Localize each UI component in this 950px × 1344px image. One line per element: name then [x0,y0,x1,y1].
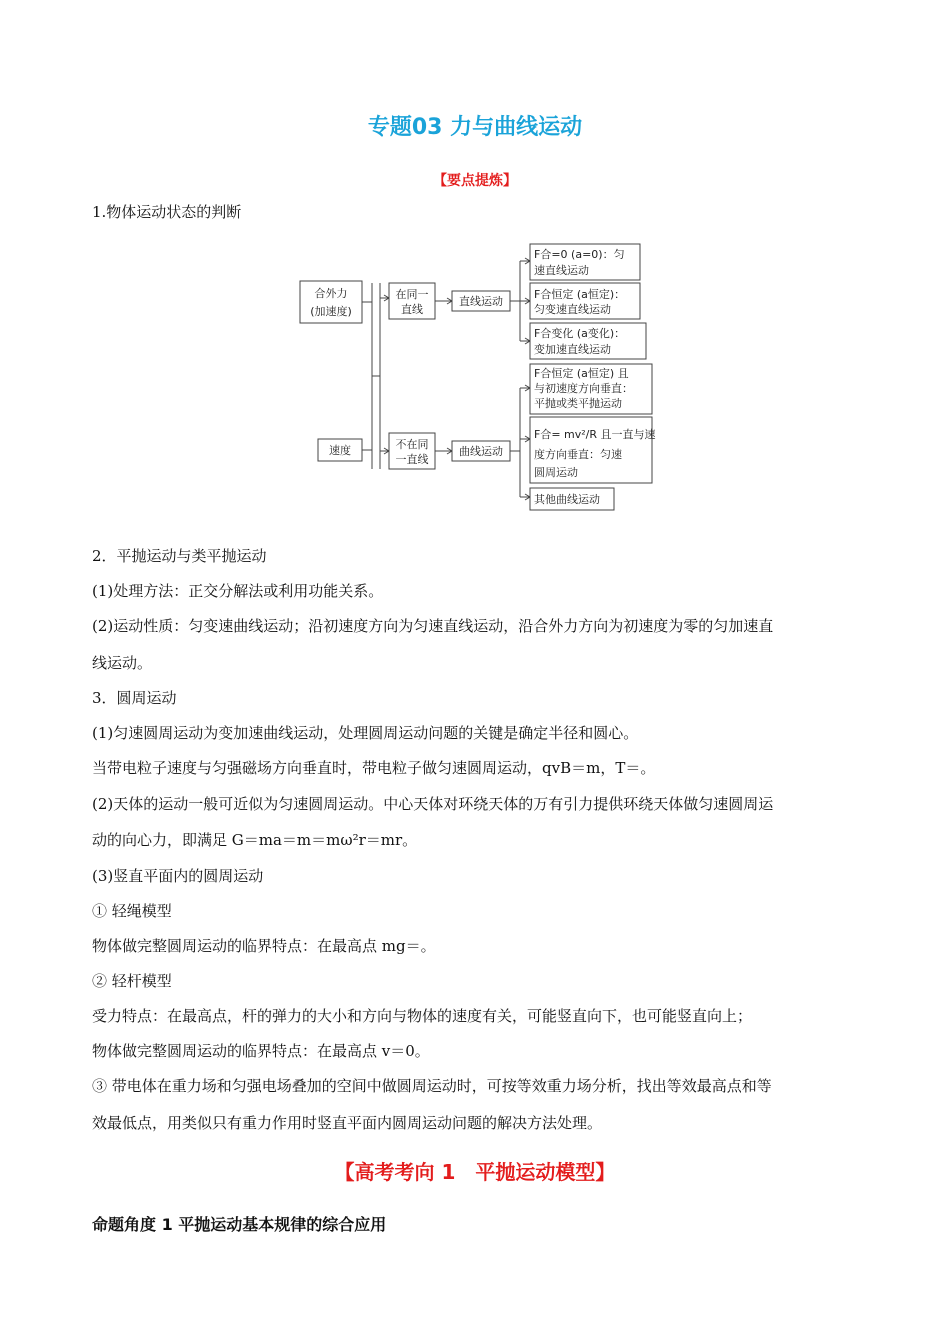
node-net-force-l2: (加速度) [310,305,352,318]
leaf-4-l2: 与初速度方向垂直： [534,382,633,395]
node-straight-motion-label: 直线运动 [459,295,503,308]
text-line-14: 受力特点：在最高点，杆的弹力的大小和方向与物体的速度有关，可能竖直向下，也可能竖直向上； [92,1007,753,1025]
proposition-angle-heading: 命题角度 1 平抛运动基本规律的综合应用 [92,1215,387,1234]
text-line-5: 3．圆周运动 [92,689,177,707]
leaf-1-l1: F合=0 (a=0)：匀 [534,248,625,261]
text-line-16: ③ 带电体在重力场和匀强电场叠加的空间中做圆周运动时，可按等效重力场分析，找出等效最高点和等 [92,1077,772,1095]
connector-mid [435,301,452,451]
leaf-5-l1: F合= mv²/R 且一直与速 [534,428,656,441]
text-line-6: (1)匀速圆周运动为变加速曲线运动，处理圆周运动问题的关键是确定半径和圆心。 [92,724,639,742]
arrowheads-node [447,298,452,454]
leaf-5-l3: 圆周运动 [534,466,578,479]
section-subtitle: 【要点提炼】 [433,173,517,189]
text-line-2: (1)处理方法：正交分解法或利用功能关系。 [92,582,384,600]
arrowheads-curve [525,385,530,500]
page-title: 专题03 力与曲线运动 [367,115,583,140]
text-line-13: ② 轻杆模型 [92,972,172,990]
text-line-17: 效最低点，用类似只有重力作用时竖直平面内圆周运动问题的解决方法处理。 [92,1114,603,1132]
connector-curve [510,388,530,497]
node-same-line-l1: 在同一 [395,288,429,301]
text-line-3: (2)运动性质：匀变速曲线运动；沿初速度方向为匀速直线运动，沿合外力方向为初速度为零的匀加速直 [92,617,774,635]
node-same-line-l2: 直线 [401,303,423,316]
connector-left [362,283,380,469]
text-line-9: 动的向心力，即满足 G＝ma＝m＝mω²r＝mr。 [92,831,418,849]
text-line-7: 当带电粒子速度与匀强磁场方向垂直时，带电粒子做匀速圆周运动，qvB＝m，T＝。 [92,759,656,777]
connector-straight [510,261,530,341]
text-line-10: (3)竖直平面内的圆周运动 [92,867,264,885]
motion-classification-diagram [296,243,656,513]
node-not-same-line-l2: 一直线 [395,453,429,466]
node-net-force-l1: 合外力 [314,287,348,300]
leaf-2-l2: 匀变速直线运动 [534,303,611,316]
leaf-6-label: 其他曲线运动 [534,493,600,506]
text-line-4: 线运动。 [92,654,153,672]
leaf-2-l1: F合恒定 (a恒定)： [534,288,626,301]
leaf-4-l1: F合恒定 (a恒定) 且 [534,367,629,380]
node-velocity-label: 速度 [329,444,351,457]
exam-direction-heading: 【高考考向 1 平抛运动模型】 [334,1160,616,1184]
text-line-15: 物体做完整圆周运动的临界特点：在最高点 v＝0。 [92,1042,430,1060]
connector-branch [380,283,389,469]
section-1-heading: 1.物体运动状态的判断 [92,203,242,221]
text-line-1: 2．平抛运动与类平抛运动 [92,547,267,565]
text-line-12: 物体做完整圆周运动的临界特点：在最高点 mg＝。 [92,937,436,955]
text-line-11: ① 轻绳模型 [92,902,172,920]
leaf-5-l2: 度方向垂直：匀速 [534,448,622,461]
node-not-same-line-l1: 不在同 [395,438,429,451]
leaf-3-l1: F合变化 (a变化)： [534,327,626,340]
text-line-8: (2)天体的运动一般可近似为匀速圆周运动。中心天体对环绕天体的万有引力提供环绕天体做匀速圆周运 [92,795,774,813]
leaf-3-l2: 变加速直线运动 [534,343,611,356]
leaf-1-l2: 速直线运动 [534,264,589,277]
arrowheads-mid [384,295,389,454]
node-curve-motion-label: 曲线运动 [459,445,503,458]
leaf-4-l3: 平抛或类平抛运动 [534,397,622,410]
